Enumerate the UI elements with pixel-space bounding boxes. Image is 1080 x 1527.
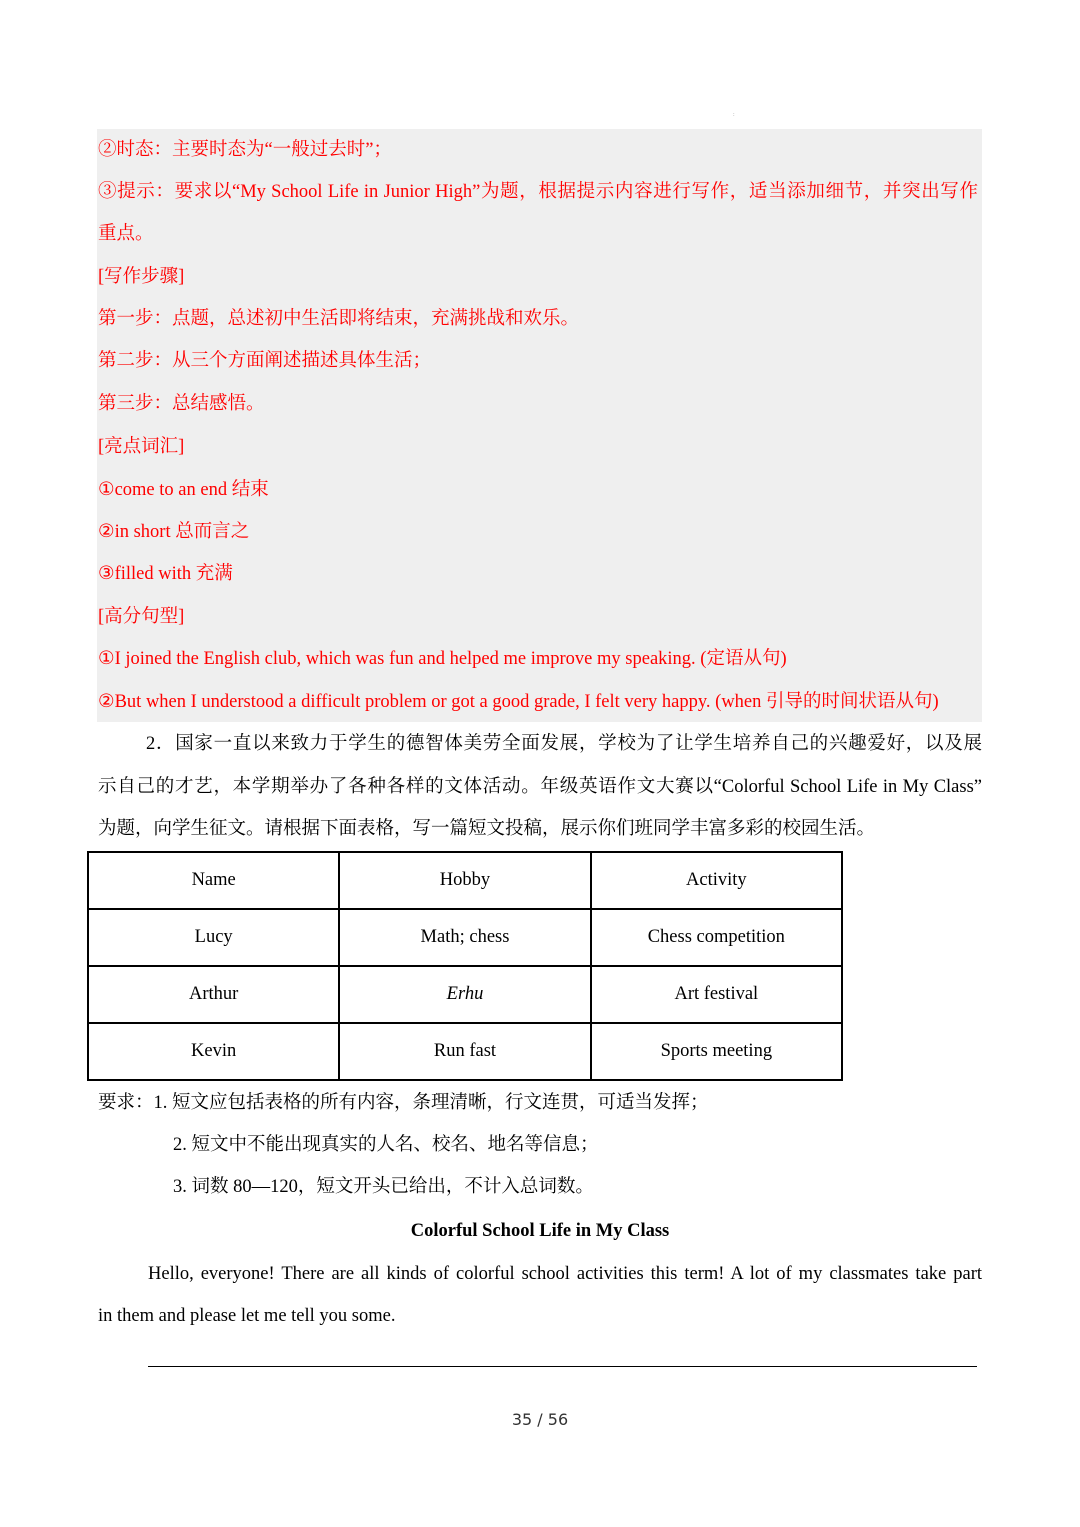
table-row [88, 966, 842, 1023]
page-number: 35 / 56 [511, 1410, 569, 1429]
essay-title: Colorful School Life in My Class [410, 1221, 670, 1241]
sentence-pattern-1: ①I joined the English club, which was fun and helped me improve my speaking. (定语从句) [98, 649, 787, 669]
question-line-2: 示自己的才艺，本学期举办了各种各样的文体活动。年级英语作文大赛以“Colorful School Life in My Class” [98, 777, 982, 797]
table-cell: Erhu [339, 966, 590, 1023]
table-cell: Arthur [88, 966, 339, 1023]
answer-highlight-box [97, 129, 982, 722]
table-cell: Run fast [339, 1023, 590, 1080]
table-row [88, 1023, 842, 1080]
writing-answer-line [148, 1366, 977, 1367]
question-line-1 [98, 732, 982, 756]
table-cell: Art festival [591, 966, 842, 1023]
activity-table [87, 851, 843, 1081]
vocab-item-1: ①come to an end 结束 [98, 480, 269, 500]
table-cell: Lucy [88, 909, 339, 966]
writing-steps-heading: [写作步骤] [98, 267, 185, 287]
answer-line-hint: ③提示：要求以“My School Life in Junior High”为题，根据提示内容进行写作，适当添加细节，并突出写作 [98, 182, 978, 202]
table-header-row [88, 852, 842, 909]
answer-line-tense: ②时态：主要时态为“一般过去时”； [98, 140, 392, 160]
table-header-cell: Hobby [339, 852, 590, 909]
table-cell: Chess competition [591, 909, 842, 966]
question-text-1: 2．国家一直以来致力于学生的德智体美劳全面发展，学校为了让学生培养自己的兴趣爱好，以及展 [146, 734, 982, 754]
table-cell: Math; chess [339, 909, 590, 966]
table-row [88, 909, 842, 966]
table-header-cell: Name [88, 852, 339, 909]
requirement-1: 要求：1. 短文应包括表格的所有内容，条理清晰，行文连贯，可适当发挥； [98, 1093, 709, 1113]
essay-opening-text-1: Hello, everyone! There are all kinds of colorful school activities this term! A lot of my classmates take part [148, 1264, 982, 1284]
vocab-item-2: ②in short 总而言之 [98, 522, 250, 542]
answer-line-hint-cont: 重点。 [98, 224, 154, 244]
requirement-3: 3. 词数 80—120，短文开头已给出，不计入总词数。 [173, 1177, 594, 1197]
step-three: 第三步：总结感悟。 [98, 394, 265, 414]
header-mark: : [733, 112, 735, 118]
question-line-3: 为题，向学生征文。请根据下面表格，写一篇短文投稿，展示你们班同学丰富多彩的校园生活。 [98, 819, 876, 839]
table-cell: Kevin [88, 1023, 339, 1080]
step-two: 第二步：从三个方面阐述描述具体生活； [98, 351, 432, 371]
sentence-pattern-2: ②But when I understood a difficult problem or got a good grade, I felt very happy. (when 引导的时间状语从句) [98, 692, 939, 712]
table-cell: Sports meeting [591, 1023, 842, 1080]
table-header-cell: Activity [591, 852, 842, 909]
essay-opening-line-2: in them and please let me tell you some. [98, 1306, 396, 1326]
essay-opening-line-1 [98, 1262, 982, 1286]
vocabulary-heading: [亮点词汇] [98, 437, 185, 457]
sentence-patterns-heading: [高分句型] [98, 607, 185, 627]
step-one: 第一步：点题，总述初中生活即将结束，充满挑战和欢乐。 [98, 309, 580, 329]
requirement-2: 2. 短文中不能出现真实的人名、校名、地名等信息； [173, 1135, 599, 1155]
vocab-item-3: ③filled with 充满 [98, 564, 233, 584]
